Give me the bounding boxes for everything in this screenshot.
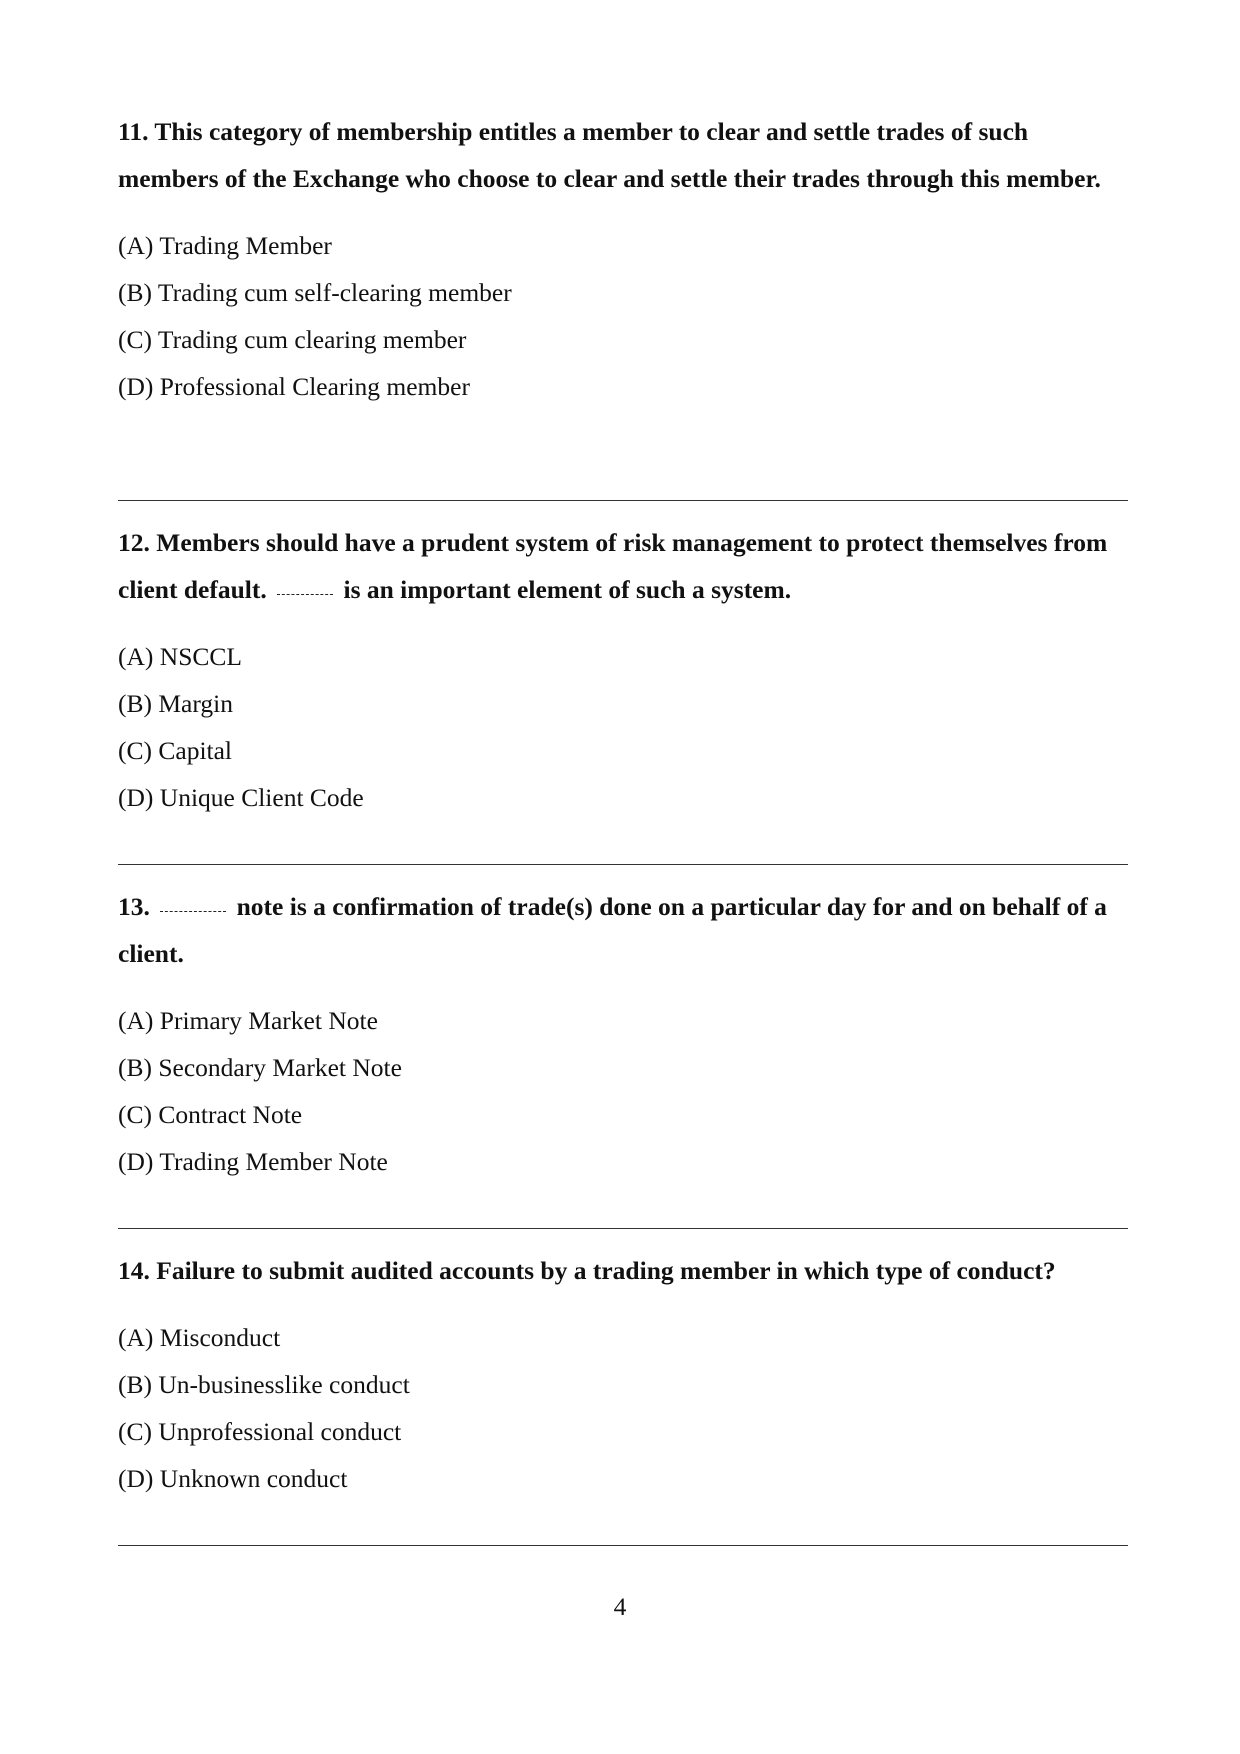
option-c: (C) Contract Note	[118, 1100, 303, 1129]
option-c: (C) Trading cum clearing member	[118, 325, 467, 354]
option-a: (A) NSCCL	[118, 642, 242, 671]
question-text-after: is an important element of such a system.	[343, 575, 792, 604]
option-a: (A) Trading Member	[118, 231, 332, 260]
question-text: 14. Failure to submit audited accounts by a trading member in which type of conduct?	[118, 1256, 1056, 1285]
option-c: (C) Capital	[118, 736, 233, 765]
question-11	[118, 108, 1128, 410]
option-d: (D) Professional Clearing member	[118, 372, 470, 401]
divider	[118, 1545, 1128, 1546]
question-text-before: 13.	[118, 892, 150, 921]
option-list	[118, 222, 1128, 410]
question-text: 11. This category of membership entitles a member to clear and settle trades of such members of the Exchange who choose to clear and settle their trades through this member.	[118, 117, 1101, 193]
question-14	[118, 1247, 1128, 1502]
option-c: (C) Unprofessional conduct	[118, 1417, 402, 1446]
question-12	[118, 519, 1128, 821]
divider	[118, 864, 1128, 865]
option-list	[118, 633, 1128, 821]
divider	[118, 1228, 1128, 1229]
fill-in-blank	[160, 911, 226, 912]
question-text	[118, 883, 1128, 977]
fill-in-blank	[277, 594, 333, 595]
page-number: 4	[613, 1592, 627, 1621]
option-b: (B) Un-businesslike conduct	[118, 1370, 410, 1399]
option-a: (A) Misconduct	[118, 1323, 281, 1352]
option-list	[118, 997, 1128, 1185]
option-d: (D) Unique Client Code	[118, 783, 364, 812]
option-a: (A) Primary Market Note	[118, 1006, 378, 1035]
divider	[118, 500, 1128, 501]
question-text	[118, 519, 1128, 613]
option-b: (B) Trading cum self-clearing member	[118, 278, 512, 307]
question-text-before: 12. Members should have a prudent system of risk management to protect themselves from client default.	[118, 528, 1108, 604]
option-d: (D) Trading Member Note	[118, 1147, 388, 1176]
question-13	[118, 883, 1128, 1185]
option-b: (B) Secondary Market Note	[118, 1053, 402, 1082]
option-b: (B) Margin	[118, 689, 233, 718]
option-d: (D) Unknown conduct	[118, 1464, 348, 1493]
question-text-after: note is a confirmation of trade(s) done on a particular day for and on behalf of a client.	[118, 892, 1107, 968]
option-list	[118, 1314, 1128, 1502]
